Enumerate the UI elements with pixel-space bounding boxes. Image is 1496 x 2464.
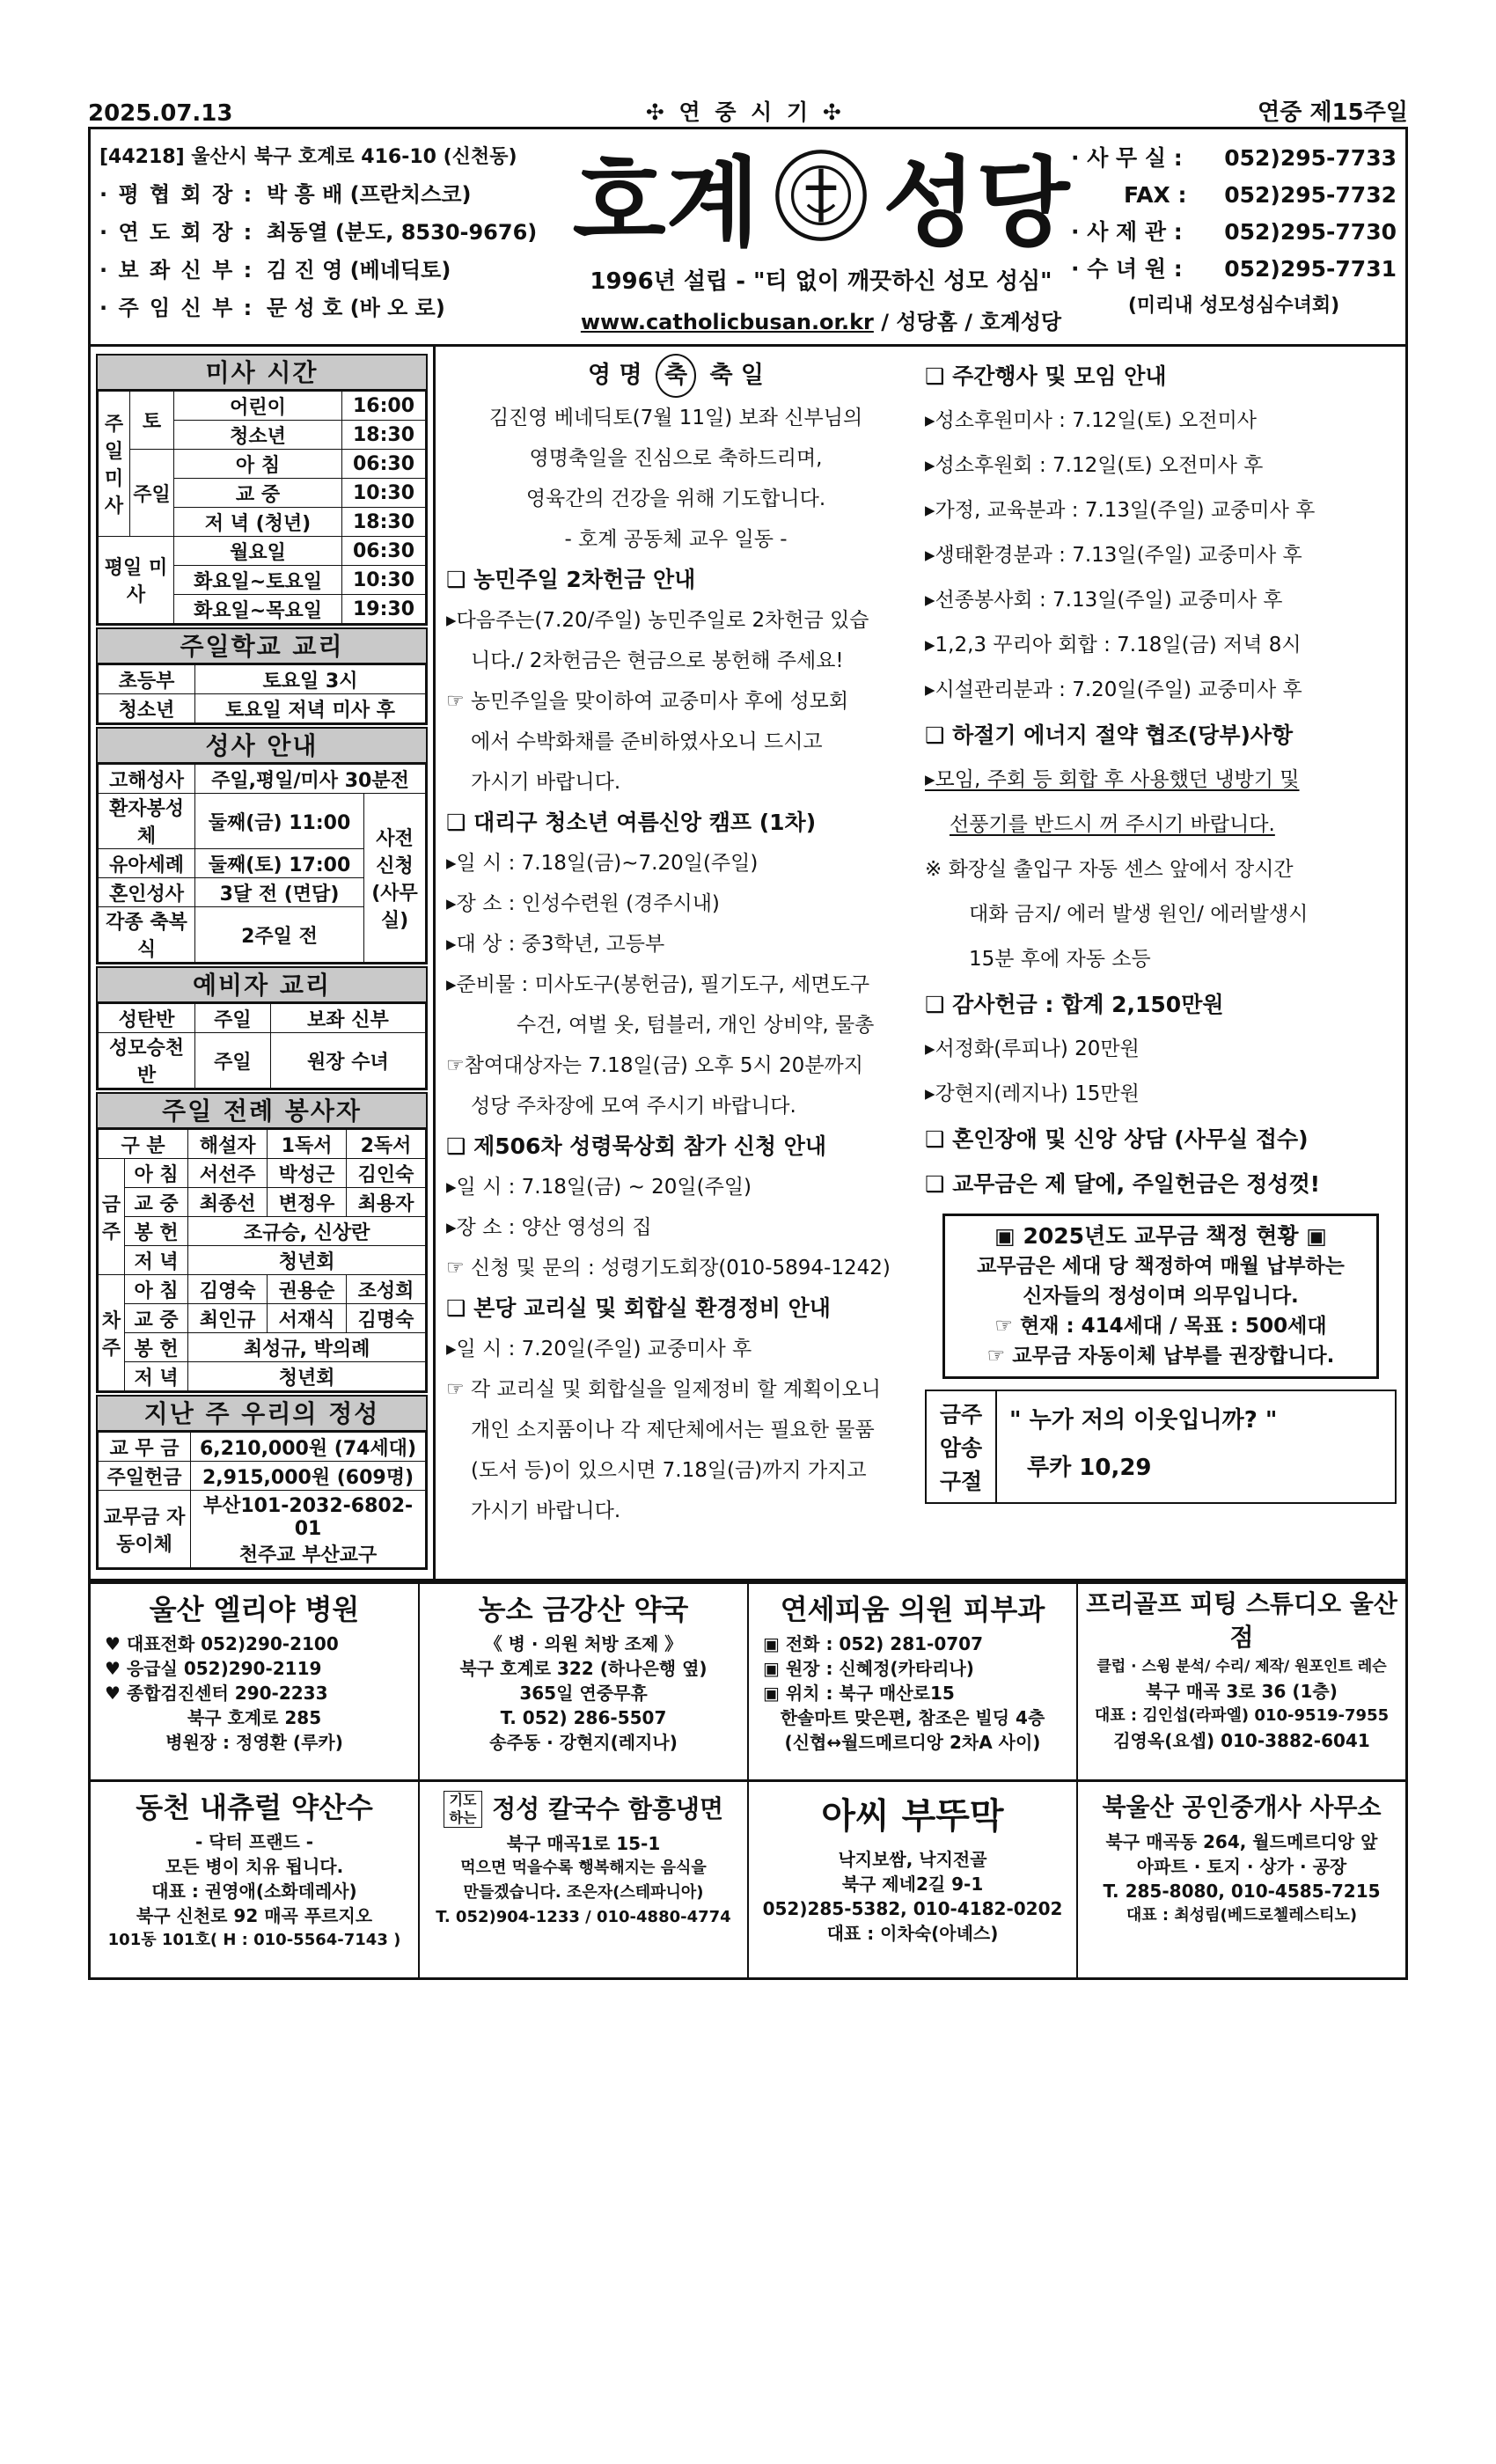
mass-times-table: 주일 미사 토 어린이 16:00 청소년 18:30 주일 아 침 06:30 교 중 10:30 저 녁 (청년) 18:30 평일 미사 월요일 06:30 화요일~토요일 10:30 화요일~목요일 19:30 xyxy=(98,391,426,624)
thanks-offering-title: ❑ 감사헌금 : 합계 2,150만원 xyxy=(925,992,1224,1017)
staff-row: · 주 임 신 부 : 문 성 호 (바 오 로) xyxy=(99,296,445,320)
staff-row: · 평 협 회 장 : 박 흥 배 (프란치스코) xyxy=(99,182,472,207)
masthead xyxy=(88,127,1408,347)
announcements-column-1: 영 명 축 축 일 김진영 베네딕토(7월 11일) 보좌 신부님의 영명축일을 진심으로 축하드리며, 영육간의 건강을 위해 기도합니다. - 호계 공동체 교우 일동 - ❑ 농민주일 2차헌금 안내 ▸다음주는(7.20/주일) 농민주일로 2차헌금 있습 니다./ 2차헌금은 현금으로 봉헌해 주세요! ☞ 농민주일을 맞이하여 교중미사 후에 성모회 에서 수박화채를 준비하였사오니 드시고 가시기 바랍니다. ❑ 대리구 청소년 여름신앙 캠프 (1차) ▸일 시 : 7.18일(금)~7.20일(주일) ▸장 소 : 인성수련원 (경주시내) ▸대 상 : 중3학년, 고등부 ▸준비물 : 미사도구(봉헌금), 필기도구, 세면도구 수건, 여벌 옷, 텀블러, 개인 상비약, 물총 ☞참여대상자는 7.18일(금) 오후 5시 20분까지 성당 주차장에 모여 주시기 바랍니다. ❑ 제506차 성령묵상회 참가 신청 안내 ▸일 시 : 7.18일(금) ~ 20일(주일) ▸장 소 : 양산 영성의 집 ☞ 신청 및 문의 : 성령기도회장(010-5894-1242) ❑ 본당 교리실 및 회합실 환경정비 안내 ▸일 시 : 7.20일(주일) 교중미사 후 ☞ 각 교리실 및 회합실을 일제정비 할 계획이오니 개인 소지품이나 각 제단체에서는 필요한 물품 (도서 등)이 있으시면 7.18일(금)까지 가지고 가시기 바랍니다. xyxy=(436,347,916,1579)
contact-row: · 수 녀 원 : 052)295-7731 xyxy=(1071,256,1397,282)
liturgical-week: 연중 제15주일 xyxy=(1258,99,1408,126)
ad-row-2 xyxy=(91,1779,1405,1977)
dues-status-box: ▣ 2025년도 교무금 책정 현황 ▣ 교무금은 세대 당 책정하여 매월 납부하는 신자들의 정성이며 의무입니다. ☞ 현재 : 414세대 / 목표 : 500세대 ☞ 교무금 자동이체 납부를 권장합니다. xyxy=(942,1214,1379,1379)
catechumen-table: 성탄반 주일 보좌 신부 성모승천반 주일 원장 수녀 xyxy=(98,1003,426,1089)
liturgy-servers-box: 주일 전례 봉사자 구 분 해설자 1독서 2독서 금 주 아 침 서선주 박성근 김인숙 교 중 최종선 변정우 최용자 봉 헌 조규승, 신상란 저 녁 청년회 차 주 아 침 김영숙 권용순 조성희 교 중 최인규 서재식 김명숙 봉 헌 최성규, 박의례 저 녁 청년회 xyxy=(96,1092,428,1393)
youth-camp-title: ❑ 대리구 청소년 여름신앙 캠프 (1차) xyxy=(446,810,817,835)
parish-title-block xyxy=(548,129,1094,335)
mass-times-title: 미사 시간 xyxy=(98,356,426,391)
liturgy-table: 구 분 해설자 1독서 2독서 금 주 아 침 서선주 박성근 김인숙 교 중 최종선 변정우 최용자 봉 헌 조규승, 신상란 저 녁 청년회 차 주 아 침 김영숙 권용순 조성희 교 중 최인규 서재식 김명숙 봉 헌 최성규, 박의례 저 녁 청년회 xyxy=(98,1129,426,1391)
contact-row: · 사 무 실 : 052)295-7733 xyxy=(1071,145,1397,171)
website-line: www.catholicbusan.or.kr / 성당홈 / 호계성당 xyxy=(580,310,1062,334)
contact-block xyxy=(1071,140,1397,325)
ad-dermatology: 연세피움 의원 피부과 ▣ 전화 : 052) 281-0707 ▣ 원장 : 신혜정(카타리나) ▣ 위치 : 북구 매산로15 한솔마트 맞은편, 참조은 빌딩 4층 (신협↔월드메르디앙 2차A 사이) xyxy=(749,1584,1078,1779)
contact-row: FAX : 052)295-7732 xyxy=(1124,182,1397,208)
dues-reminder-title: ❑ 교무금은 제 달에, 주일헌금은 정성껏! xyxy=(925,1171,1321,1197)
offering-box: 지난 주 우리의 정성 교 무 금 6,210,000원 (74세대) 주일헌금 2,915,000원 (609명) 교무금 자동이체 부산101-2032-6802-01 천주교 부산교구 xyxy=(96,1395,428,1570)
top-line xyxy=(88,88,1408,127)
prayer-tag: 기도 하는 xyxy=(444,1791,482,1828)
ad-golf: 프리골프 피팅 스튜디오 울산점 클럽 · 스윙 분석/ 수리/ 제작/ 원포인트 레슨 북구 매곡 3로 36 (1층) 대표 : 김인섭(라파엘) 010-9519-7955 김영옥(요셉) 010-3882-6041 xyxy=(1086,1589,1397,1751)
bulletin-page xyxy=(88,88,1408,1980)
announcements-column-2: ❑ 주간행사 및 모임 안내 ▸성소후원미사 : 7.12일(토) 오전미사 ▸성소후원회 : 7.12일(토) 오전미사 후 ▸가정, 교육분과 : 7.13일(주일) 교중미사 후 ▸생태환경분과 : 7.13일(주일) 교중미사 후 ▸선종봉사회 : 7.13일(주일) 교중미사 후 ▸1,2,3 꾸리아 회합 : 7.18일(금) 저녁 8시 ▸시설관리분과 : 7.20일(주일) 교중미사 후 ❑ 하절기 에너지 절약 협조(당부)사항 ▸모임, 주회 등 회합 후 사용했던 냉방기 및 선풍기를 반드시 꺼 주시기 바랍니다. ※ 화장실 출입구 자동 센스 앞에서 장시간 대화 금지/ 에러 발생 원인/ 에러발생시 15분 후에 자동 소등 ❑ 감사헌금 : 합계 2,150만원 ▸서정화(루피나) 20만원 ▸강현지(레지나) 15만원 ❑ 혼인장애 및 신앙 상담 (사무실 접수) ❑ 교무금은 제 달에, 주일헌금은 정성껏! ▣ 2025년도 교무금 책정 현황 ▣ 교무금은 세대 당 책정하여 매월 납부하는 신자들의 정성이며 의무입니다. ☞ 현재 : 414세대 / 목표 : 500세대 ☞ 교무금 자동이체 납부를 권장합니다. 금주 암송 구절 " 누가 저의 이웃입니까? " 루카 10,29 xyxy=(916,347,1405,1579)
weekly-events-title: ❑ 주간행사 및 모임 안내 xyxy=(925,363,1167,389)
sunday-school-table: 초등부 토요일 3시 청소년 토요일 저녁 미사 후 xyxy=(98,664,426,723)
sacraments-box: 성사 안내 고해성사 주일,평일/미사 30분전 환자봉성체 둘째(금) 11:00 사전 신청 (사무실) 유아세례 둘째(토) 17:00 혼인성사 3달 전 (면담) 각종 축복식 2주일 전 xyxy=(96,727,428,964)
retreat-title: ❑ 제506차 성령묵상회 참가 신청 안내 xyxy=(446,1133,827,1159)
mass-times-box xyxy=(96,354,428,626)
ad-bbuttumak: 아씨 부뚜막 낙지보쌈, 낙지전골 북구 제네2길 9-1 052)285-5382, 010-4182-0202 대표 : 이차숙(아녜스) xyxy=(749,1782,1078,1977)
offering-table: 교 무 금 6,210,000원 (74세대) 주일헌금 2,915,000원 (609명) 교무금 자동이체 부산101-2032-6802-01 천주교 부산교구 xyxy=(98,1432,426,1568)
schedule-column xyxy=(91,347,436,1579)
verse-text: " 누가 저의 이웃입니까? " 루카 10,29 xyxy=(1009,1407,1278,1481)
ad-realtor: 북울산 공인중개사 사무소 북구 매곡동 264, 월드메르디앙 앞 아파트 · 토지 · 상가 · 공장 T. 285-8080, 010-4585-7215 대표 : 최성림(베드로첼레스티노) xyxy=(1102,1793,1382,1925)
parish-emblem-icon xyxy=(774,148,869,243)
ad-hospital: 울산 엘리야 병원 ♥ 대표전화 052)290-2100 ♥ 응급실 052)290-2119 ♥ 종합검진센터 290-2233 북구 호계로 285 병원장 : 정영환 (루카) xyxy=(91,1584,420,1779)
counseling-title: ❑ 혼인장애 및 신앙 상담 (사무실 접수) xyxy=(925,1126,1309,1152)
ad-pharmacy: 농소 금강산 약국 《 병 · 의원 처방 조제 》 북구 호계로 322 (하나은행 옆) 365일 연중무휴 T. 052) 286-5507 송주동 · 강현지(레지나) xyxy=(420,1584,749,1779)
weekly-verse-box xyxy=(925,1390,1397,1504)
verse-label: 금주 암송 구절 xyxy=(927,1391,997,1502)
ad-mineral-water: 동천 내츄럴 약산수 - 닥터 프랜드 - 모든 병이 치유 됩니다. 대표 : 권영애(소화데레사) 북구 신천로 92 매곡 푸르지오 101동 101호( H : 010-5564-7143 ) xyxy=(91,1782,420,1977)
parish-title-a: 호계 xyxy=(572,146,759,260)
ad-row-1 xyxy=(91,1581,1405,1779)
room-cleanup-title: ❑ 본당 교리실 및 회합실 환경정비 안내 xyxy=(446,1295,831,1321)
advertisements xyxy=(88,1581,1408,1980)
feast-title: 영 명 축 축 일 xyxy=(446,354,906,398)
farmers-sunday-title: ❑ 농민주일 2차헌금 안내 xyxy=(446,567,696,592)
website-link[interactable]: www.catholicbusan.or.kr xyxy=(580,310,874,334)
energy-saving-title: ❑ 하절기 에너지 절약 협조(당부)사항 xyxy=(925,722,1294,748)
contact-row: · 사 제 관 : 052)295-7730 xyxy=(1071,219,1397,245)
staff-row: · 연 도 회 장 : 최동열 (분도, 8530-9676) xyxy=(99,220,538,245)
established-line: 1996년 설립 - "티 없이 깨끗하신 성모 성심" xyxy=(590,268,1052,295)
bulletin-body xyxy=(91,347,1405,1579)
sunday-school-box: 주일학교 교리 초등부 토요일 3시 청소년 토요일 저녁 미사 후 xyxy=(96,627,428,725)
liturgical-season: ✣ 연 중 시 기 ✣ xyxy=(645,99,845,125)
feast-badge-icon: 축 xyxy=(656,354,696,398)
parish-address: [44218] 울산시 북구 호계로 416-10 (신천동) xyxy=(99,146,517,168)
catechumen-box: 예비자 교리 성탄반 주일 보좌 신부 성모승천반 주일 원장 수녀 xyxy=(96,966,428,1090)
staff-row: · 보 좌 신 부 : 김 진 영 (베네딕토) xyxy=(99,258,451,282)
parish-staff xyxy=(99,138,557,327)
parish-title-b: 성당 xyxy=(883,146,1070,260)
sacraments-table: 고해성사 주일,평일/미사 30분전 환자봉성체 둘째(금) 11:00 사전 신청 (사무실) 유아세례 둘째(토) 17:00 혼인성사 3달 전 (면담) 각종 축복식 2주일 전 xyxy=(98,764,426,963)
nuns-order: (미리내 성모성심수녀회) xyxy=(1127,295,1340,317)
ad-noodle-restaurant: 기도 하는 정성 칼국수 함흥냉면 북구 매곡1로 15-1 먹으면 먹을수록 행복해지는 음식을 만들겠습니다. 조은자(스테파니아) T. 052)904-1233 / 010-4880-4774 xyxy=(420,1782,749,1977)
issue-date: 2025.07.13 xyxy=(88,100,233,127)
